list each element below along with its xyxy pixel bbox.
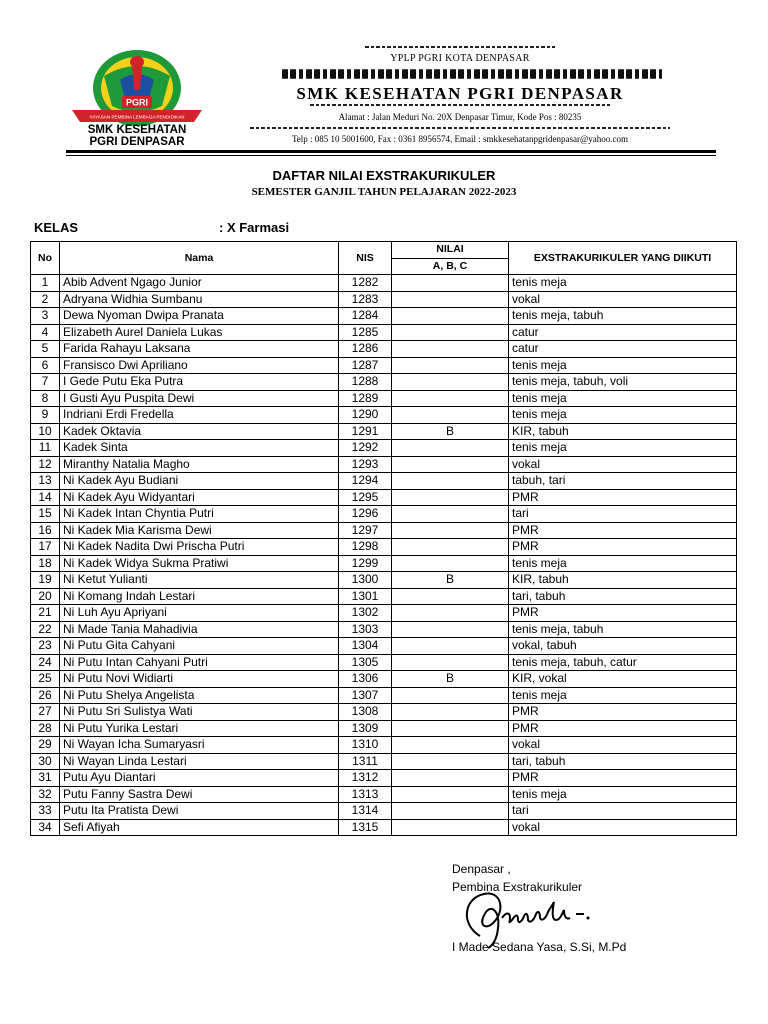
document-subtitle: SEMESTER GANJIL TAHUN PELAJARAN 2022-2023 bbox=[251, 186, 517, 198]
cell-nis: 1295 bbox=[339, 489, 392, 506]
cell-nis: 1301 bbox=[339, 588, 392, 605]
cell-nis: 1313 bbox=[339, 786, 392, 803]
cell-nama: Elizabeth Aurel Daniela Lukas bbox=[60, 324, 339, 341]
cell-nama: Ni Wayan Icha Sumaryasri bbox=[60, 737, 339, 754]
table-row bbox=[31, 770, 737, 787]
cell-ekstra: tenis meja bbox=[509, 555, 737, 572]
cell-nilai bbox=[392, 374, 509, 391]
cell-nis: 1292 bbox=[339, 440, 392, 457]
cell-ekstra: vokal bbox=[509, 291, 737, 308]
cell-nis: 1293 bbox=[339, 456, 392, 473]
cell-no: 33 bbox=[31, 803, 60, 820]
cell-nama: Ni Made Tania Mahadivia bbox=[60, 621, 339, 638]
cell-nis: 1307 bbox=[339, 687, 392, 704]
cell-nis: 1298 bbox=[339, 539, 392, 556]
cell-no: 15 bbox=[31, 506, 60, 523]
cell-nis: 1305 bbox=[339, 654, 392, 671]
cell-nis: 1284 bbox=[339, 308, 392, 325]
table-row bbox=[31, 786, 737, 803]
cell-nama: Putu Ayu Diantari bbox=[60, 770, 339, 787]
header-nama: Nama bbox=[60, 242, 339, 275]
cell-nilai: B bbox=[392, 671, 509, 688]
cell-nama: Kadek Oktavia bbox=[60, 423, 339, 440]
cell-nilai bbox=[392, 819, 509, 836]
cell-nama: Ni Komang Indah Lestari bbox=[60, 588, 339, 605]
cell-ekstra: KIR, vokal bbox=[509, 671, 737, 688]
cell-nilai bbox=[392, 687, 509, 704]
table-row bbox=[31, 522, 737, 539]
cell-nama: I Gede Putu Eka Putra bbox=[60, 374, 339, 391]
signature-name: I Made Sedana Yasa, S.Si, M.Pd bbox=[452, 940, 627, 954]
cell-ekstra: tenis meja bbox=[509, 357, 737, 374]
table-header-row bbox=[31, 242, 737, 259]
cell-no: 7 bbox=[31, 374, 60, 391]
table-row bbox=[31, 357, 737, 374]
cell-no: 27 bbox=[31, 704, 60, 721]
cell-no: 5 bbox=[31, 341, 60, 358]
cell-nilai bbox=[392, 539, 509, 556]
cell-nama: I Gusti Ayu Puspita Dewi bbox=[60, 390, 339, 407]
cell-no: 24 bbox=[31, 654, 60, 671]
table-row bbox=[31, 753, 737, 770]
cell-nis: 1286 bbox=[339, 341, 392, 358]
cell-ekstra: vokal, tabuh bbox=[509, 638, 737, 655]
cell-nilai bbox=[392, 588, 509, 605]
cell-no: 19 bbox=[31, 572, 60, 589]
cell-ekstra: tenis meja bbox=[509, 275, 737, 292]
cell-no: 2 bbox=[31, 291, 60, 308]
cell-ekstra: tari bbox=[509, 803, 737, 820]
cell-nama: Ni Putu Shelya Angelista bbox=[60, 687, 339, 704]
cell-ekstra: KIR, tabuh bbox=[509, 572, 737, 589]
cell-nama: Sefi Afiyah bbox=[60, 819, 339, 836]
cell-ekstra: vokal bbox=[509, 737, 737, 754]
cell-no: 11 bbox=[31, 440, 60, 457]
cell-nis: 1289 bbox=[339, 390, 392, 407]
table-row bbox=[31, 489, 737, 506]
table-row bbox=[31, 440, 737, 457]
cell-nis: 1283 bbox=[339, 291, 392, 308]
cell-nilai bbox=[392, 440, 509, 457]
cell-ekstra: tari, tabuh bbox=[509, 753, 737, 770]
cell-nama: Ni Kadek Ayu Budiani bbox=[60, 473, 339, 490]
cell-no: 29 bbox=[31, 737, 60, 754]
cell-nilai bbox=[392, 275, 509, 292]
header-no: No bbox=[31, 242, 60, 275]
cell-no: 9 bbox=[31, 407, 60, 424]
balinese-script-line bbox=[240, 123, 680, 133]
cell-nama: Ni Putu Gita Cahyani bbox=[60, 638, 339, 655]
cell-nilai bbox=[392, 786, 509, 803]
cell-nama: Kadek Sinta bbox=[60, 440, 339, 457]
cell-nis: 1291 bbox=[339, 423, 392, 440]
cell-nilai bbox=[392, 456, 509, 473]
cell-nis: 1311 bbox=[339, 753, 392, 770]
cell-nis: 1315 bbox=[339, 819, 392, 836]
cell-ekstra: tenis meja, tabuh bbox=[509, 621, 737, 638]
cell-ekstra: tenis meja bbox=[509, 440, 737, 457]
cell-ekstra: tenis meja bbox=[509, 786, 737, 803]
foundation-name: YPLP PGRI KOTA DENPASAR bbox=[390, 53, 530, 64]
cell-nilai bbox=[392, 803, 509, 820]
cell-nis: 1297 bbox=[339, 522, 392, 539]
cell-nilai bbox=[392, 638, 509, 655]
kelas-value: : X Farmasi bbox=[219, 220, 290, 235]
document-title: DAFTAR NILAI EXSTRAKURIKULER bbox=[272, 168, 496, 183]
cell-nama: Miranthy Natalia Magho bbox=[60, 456, 339, 473]
cell-nama: Putu Ita Pratista Dewi bbox=[60, 803, 339, 820]
cell-no: 12 bbox=[31, 456, 60, 473]
cell-nis: 1314 bbox=[339, 803, 392, 820]
cell-nilai bbox=[392, 324, 509, 341]
cell-nama: Ni Luh Ayu Apriyani bbox=[60, 605, 339, 622]
cell-no: 6 bbox=[31, 357, 60, 374]
cell-nilai bbox=[392, 473, 509, 490]
signature-role: Pembina Exstrakurikuler bbox=[452, 880, 583, 894]
cell-nis: 1290 bbox=[339, 407, 392, 424]
school-address: Alamat : Jalan Meduri No. 20X Denpasar Timur, Kode Pos : 80235 bbox=[338, 112, 582, 122]
cell-nilai bbox=[392, 753, 509, 770]
table-row bbox=[31, 456, 737, 473]
header-nis: NIS bbox=[339, 242, 392, 275]
cell-nilai: B bbox=[392, 423, 509, 440]
cell-nilai bbox=[392, 291, 509, 308]
balinese-script-heading bbox=[282, 66, 662, 82]
cell-ekstra: tenis meja, tabuh, catur bbox=[509, 654, 737, 671]
cell-nis: 1310 bbox=[339, 737, 392, 754]
cell-no: 16 bbox=[31, 522, 60, 539]
cell-no: 26 bbox=[31, 687, 60, 704]
cell-ekstra: tenis meja bbox=[509, 687, 737, 704]
cell-no: 14 bbox=[31, 489, 60, 506]
cell-ekstra: PMR bbox=[509, 522, 737, 539]
cell-nilai bbox=[392, 357, 509, 374]
table-row bbox=[31, 341, 737, 358]
table-row bbox=[31, 407, 737, 424]
table-row bbox=[31, 588, 737, 605]
cell-nis: 1302 bbox=[339, 605, 392, 622]
cell-no: 18 bbox=[31, 555, 60, 572]
cell-ekstra: vokal bbox=[509, 456, 737, 473]
header-nilai-sub: A, B, C bbox=[392, 258, 509, 275]
cell-nilai bbox=[392, 489, 509, 506]
cell-ekstra: PMR bbox=[509, 720, 737, 737]
table-row bbox=[31, 555, 737, 572]
table-row bbox=[31, 704, 737, 721]
cell-ekstra: tabuh, tari bbox=[509, 473, 737, 490]
cell-nis: 1296 bbox=[339, 506, 392, 523]
cell-ekstra: PMR bbox=[509, 770, 737, 787]
cell-ekstra: tenis meja bbox=[509, 390, 737, 407]
header-rule-thin bbox=[66, 155, 716, 156]
cell-ekstra: tenis meja bbox=[509, 407, 737, 424]
cell-no: 13 bbox=[31, 473, 60, 490]
cell-ekstra: tenis meja, tabuh bbox=[509, 308, 737, 325]
cell-nama: Dewa Nyoman Dwipa Pranata bbox=[60, 308, 339, 325]
cell-nama: Ni Putu Intan Cahyani Putri bbox=[60, 654, 339, 671]
cell-no: 23 bbox=[31, 638, 60, 655]
cell-ekstra: catur bbox=[509, 341, 737, 358]
cell-nilai bbox=[392, 621, 509, 638]
cell-no: 31 bbox=[31, 770, 60, 787]
cell-no: 17 bbox=[31, 539, 60, 556]
cell-nilai bbox=[392, 341, 509, 358]
table-row bbox=[31, 687, 737, 704]
table-row bbox=[31, 737, 737, 754]
cell-nilai bbox=[392, 308, 509, 325]
kelas-label: KELAS bbox=[34, 220, 79, 235]
table-row bbox=[31, 291, 737, 308]
header-rule bbox=[66, 150, 716, 153]
cell-nilai bbox=[392, 407, 509, 424]
table-body bbox=[31, 275, 737, 836]
table-row bbox=[31, 605, 737, 622]
cell-nis: 1288 bbox=[339, 374, 392, 391]
cell-nama: Adryana Widhia Sumbanu bbox=[60, 291, 339, 308]
cell-no: 1 bbox=[31, 275, 60, 292]
cell-no: 22 bbox=[31, 621, 60, 638]
cell-nilai bbox=[392, 720, 509, 737]
table-row bbox=[31, 621, 737, 638]
logo-band-text: YAYASAN PEMBINA LEMBAGA PENDIDIKAN bbox=[89, 114, 185, 120]
header-nilai: NILAI bbox=[392, 242, 509, 259]
cell-nama: Putu Fanny Sastra Dewi bbox=[60, 786, 339, 803]
cell-ekstra: PMR bbox=[509, 704, 737, 721]
cell-nama: Ni Kadek Mia Karisma Dewi bbox=[60, 522, 339, 539]
cell-nilai bbox=[392, 506, 509, 523]
signature-city: Denpasar , bbox=[452, 862, 511, 876]
cell-ekstra: PMR bbox=[509, 489, 737, 506]
logo-caption bbox=[62, 124, 212, 148]
cell-nama: Ni Kadek Intan Chyntia Putri bbox=[60, 506, 339, 523]
table-row bbox=[31, 638, 737, 655]
cell-nis: 1300 bbox=[339, 572, 392, 589]
cell-no: 34 bbox=[31, 819, 60, 836]
cell-nilai bbox=[392, 704, 509, 721]
table-row bbox=[31, 473, 737, 490]
cell-nis: 1299 bbox=[339, 555, 392, 572]
cell-nilai bbox=[392, 737, 509, 754]
grades-table bbox=[30, 241, 737, 836]
cell-nis: 1282 bbox=[339, 275, 392, 292]
cell-nama: Ni Ketut Yulianti bbox=[60, 572, 339, 589]
cell-ekstra: tari bbox=[509, 506, 737, 523]
logo-caption-line2: PGRI DENPASAR bbox=[89, 136, 185, 148]
table-row bbox=[31, 374, 737, 391]
cell-nama: Ni Putu Sri Sulistya Wati bbox=[60, 704, 339, 721]
logo-badge-text: PGRI bbox=[125, 97, 149, 108]
cell-no: 25 bbox=[31, 671, 60, 688]
cell-nama: Fransisco Dwi Apriliano bbox=[60, 357, 339, 374]
cell-nilai: B bbox=[392, 572, 509, 589]
cell-nama: Ni Kadek Widya Sukma Pratiwi bbox=[60, 555, 339, 572]
cell-ekstra: vokal bbox=[509, 819, 737, 836]
school-contact: Telp : 085 10 5001600, Fax : 0361 8956574, Email : smkkesehatanpgridenpasar@yahoo.com bbox=[291, 134, 629, 144]
table-row bbox=[31, 671, 737, 688]
cell-no: 28 bbox=[31, 720, 60, 737]
cell-nama: Ni Kadek Ayu Widyantari bbox=[60, 489, 339, 506]
cell-no: 10 bbox=[31, 423, 60, 440]
table-row bbox=[31, 308, 737, 325]
cell-nama: Ni Putu Yurika Lestari bbox=[60, 720, 339, 737]
cell-nama: Ni Wayan Linda Lestari bbox=[60, 753, 339, 770]
cell-ekstra: tari, tabuh bbox=[509, 588, 737, 605]
cell-nama: Indriani Erdi Fredella bbox=[60, 407, 339, 424]
table-row bbox=[31, 390, 737, 407]
cell-nama: Ni Kadek Nadita Dwi Prischa Putri bbox=[60, 539, 339, 556]
table-row bbox=[31, 423, 737, 440]
cell-no: 20 bbox=[31, 588, 60, 605]
table-row bbox=[31, 819, 737, 836]
cell-no: 21 bbox=[31, 605, 60, 622]
cell-nis: 1309 bbox=[339, 720, 392, 737]
cell-ekstra: PMR bbox=[509, 605, 737, 622]
table-row bbox=[31, 506, 737, 523]
cell-nis: 1294 bbox=[339, 473, 392, 490]
cell-nilai bbox=[392, 654, 509, 671]
cell-ekstra: PMR bbox=[509, 539, 737, 556]
school-name: SMK KESEHATAN PGRI DENPASAR bbox=[296, 84, 624, 103]
cell-nilai bbox=[392, 770, 509, 787]
cell-nis: 1308 bbox=[339, 704, 392, 721]
cell-nilai bbox=[392, 605, 509, 622]
cell-ekstra: catur bbox=[509, 324, 737, 341]
table-row bbox=[31, 539, 737, 556]
cell-nis: 1285 bbox=[339, 324, 392, 341]
cell-nis: 1304 bbox=[339, 638, 392, 655]
table-row bbox=[31, 572, 737, 589]
logo-caption-line1: SMK KESEHATAN bbox=[87, 124, 187, 136]
table-row bbox=[31, 654, 737, 671]
cell-nilai bbox=[392, 522, 509, 539]
cell-ekstra: tenis meja, tabuh, voli bbox=[509, 374, 737, 391]
header-ekstra: EXSTRAKURIKULER YANG DIIKUTI bbox=[509, 242, 737, 275]
cell-nis: 1306 bbox=[339, 671, 392, 688]
cell-no: 30 bbox=[31, 753, 60, 770]
cell-no: 32 bbox=[31, 786, 60, 803]
cell-nama: Abib Advent Ngago Junior bbox=[60, 275, 339, 292]
table-row bbox=[31, 275, 737, 292]
cell-nama: Ni Putu Novi Widiarti bbox=[60, 671, 339, 688]
cell-ekstra: KIR, tabuh bbox=[509, 423, 737, 440]
balinese-script-line bbox=[240, 42, 680, 52]
cell-no: 8 bbox=[31, 390, 60, 407]
cell-no: 4 bbox=[31, 324, 60, 341]
table-row bbox=[31, 803, 737, 820]
cell-nilai bbox=[392, 555, 509, 572]
table-row bbox=[31, 720, 737, 737]
cell-nis: 1303 bbox=[339, 621, 392, 638]
table-row bbox=[31, 324, 737, 341]
cell-no: 3 bbox=[31, 308, 60, 325]
cell-nis: 1287 bbox=[339, 357, 392, 374]
cell-nilai bbox=[392, 390, 509, 407]
cell-nama: Farida Rahayu Laksana bbox=[60, 341, 339, 358]
cell-nis: 1312 bbox=[339, 770, 392, 787]
